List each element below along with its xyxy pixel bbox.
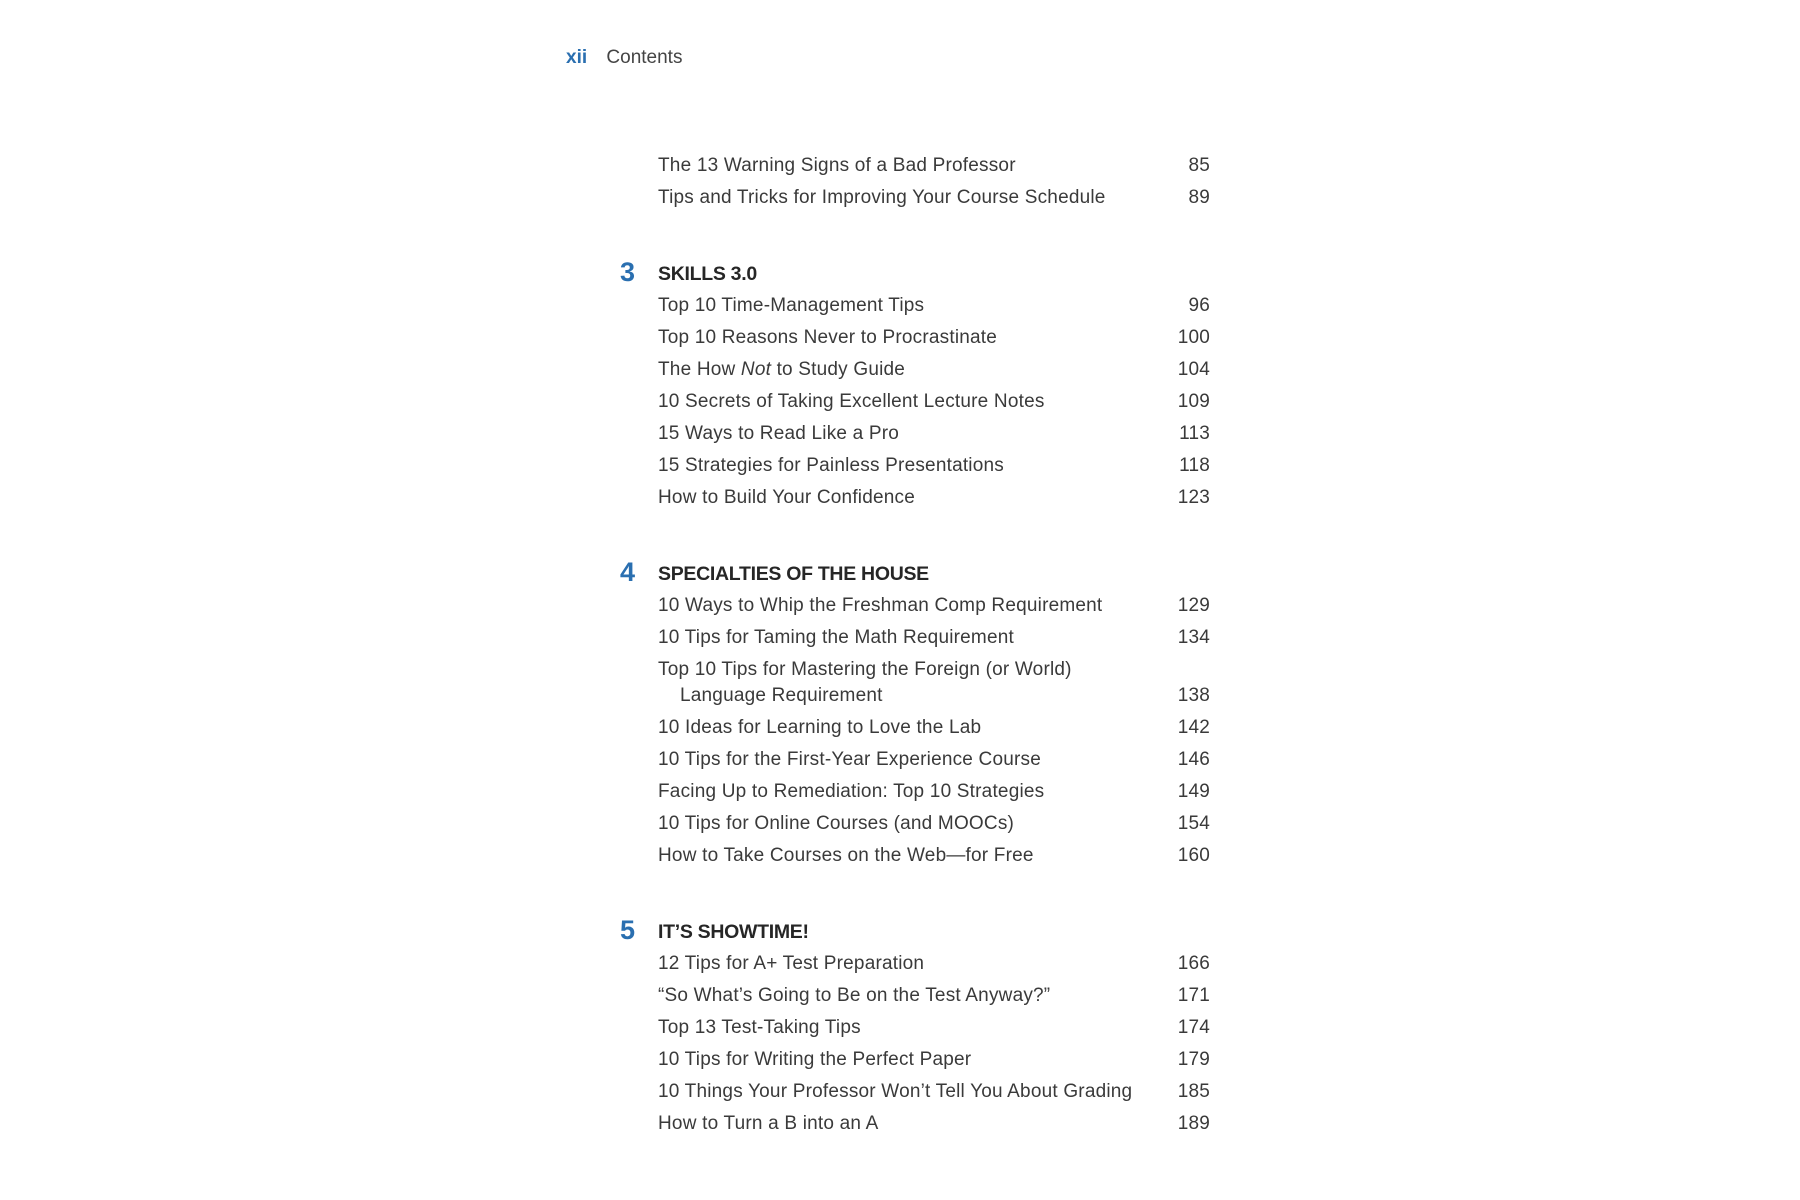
chapter-heading-5[interactable]: [620, 912, 1210, 948]
toc-entry-page: 113: [1179, 423, 1210, 444]
toc-entry-title: How to Turn a B into an A: [658, 1113, 879, 1134]
toc-entry-title: 10 Ideas for Learning to Love the Lab: [658, 717, 982, 738]
toc-entry-title: The 13 Warning Signs of a Bad Professor: [658, 155, 1016, 176]
title-line-2: Language Requirement: [680, 685, 883, 706]
toc-entry-page: 149: [1177, 781, 1210, 802]
toc-entry-page: 96: [1188, 295, 1210, 316]
toc-entry-page: 146: [1177, 749, 1210, 770]
toc-entry-title: 10 Tips for Online Courses (and MOOCs): [658, 813, 1015, 834]
toc-entry[interactable]: [620, 418, 1210, 450]
running-head: [566, 44, 682, 72]
toc-entry[interactable]: [620, 622, 1210, 654]
toc-entry-page: 85: [1188, 155, 1210, 176]
toc-entry-page: 171: [1177, 985, 1210, 1006]
toc-entry[interactable]: [620, 654, 1210, 712]
toc-entry[interactable]: [620, 450, 1210, 482]
toc-entry[interactable]: [620, 1012, 1210, 1044]
toc-entry[interactable]: [620, 182, 1210, 214]
toc-entry-title: 15 Ways to Read Like a Pro: [658, 423, 900, 444]
toc-entry-page: 104: [1177, 359, 1210, 380]
toc-entry[interactable]: [620, 386, 1210, 418]
toc-entry[interactable]: [620, 1108, 1210, 1140]
title-segment: to Study Guide: [771, 359, 906, 380]
toc-entry-page: 134: [1177, 627, 1210, 648]
toc-entry[interactable]: [620, 776, 1210, 808]
toc-entry-page: 89: [1188, 187, 1210, 208]
chapter-title: SKILLS 3.0: [658, 263, 757, 285]
toc-entry-page: 138: [1177, 685, 1210, 706]
toc-entry[interactable]: [620, 744, 1210, 776]
toc-entry[interactable]: [620, 980, 1210, 1012]
chapter-number: 4: [620, 557, 636, 587]
toc-entry-title: 10 Tips for the First-Year Experience Course: [658, 749, 1041, 770]
toc-entry-page: 142: [1177, 717, 1210, 738]
chapter-title: IT’S SHOWTIME!: [658, 921, 809, 943]
toc-entry[interactable]: [620, 482, 1210, 514]
toc-entry-page: 185: [1177, 1081, 1210, 1102]
toc-entry[interactable]: [620, 322, 1210, 354]
toc-entry-title: 10 Tips for Writing the Perfect Paper: [658, 1049, 972, 1070]
toc-entry-page: 129: [1177, 595, 1210, 616]
toc-entry-page: 174: [1177, 1017, 1210, 1038]
title-line-1: Top 10 Tips for Mastering the Foreign (or World): [658, 659, 1072, 680]
toc-entry[interactable]: [620, 290, 1210, 322]
title-emphasis: Not: [740, 359, 772, 380]
toc-entry-title: Top 13 Test-Taking Tips: [658, 1017, 861, 1038]
toc-entry-title: Tips and Tricks for Improving Your Course Schedule: [658, 187, 1106, 208]
chapter-heading-4[interactable]: [620, 554, 1210, 590]
title-segment: The How: [658, 359, 741, 380]
toc-entry-title: Facing Up to Remediation: Top 10 Strategies: [658, 781, 1045, 802]
toc-entry-page: 166: [1177, 953, 1210, 974]
chapter-title: SPECIALTIES OF THE HOUSE: [658, 563, 929, 585]
toc-entry[interactable]: [620, 354, 1210, 386]
toc-entry-title: 15 Strategies for Painless Presentations: [658, 455, 1004, 476]
toc-entry-title: How to Build Your Confidence: [658, 487, 915, 508]
toc-entry-page: 179: [1177, 1049, 1210, 1070]
table-of-contents: [620, 150, 1210, 1140]
toc-entry-title: Top 10 Reasons Never to Procrastinate: [658, 327, 998, 348]
toc-entry-page: 118: [1179, 455, 1210, 476]
toc-entry[interactable]: [620, 840, 1210, 872]
toc-entry-title: How to Take Courses on the Web—for Free: [658, 845, 1034, 866]
toc-entry-page: 109: [1177, 391, 1210, 412]
toc-entry-title: “So What’s Going to Be on the Test Anyway?”: [658, 985, 1051, 1006]
page-folio: xii: [566, 47, 588, 68]
toc-entry-page: 123: [1177, 487, 1210, 508]
toc-entry[interactable]: [620, 712, 1210, 744]
toc-entry-title: [658, 657, 1072, 709]
toc-entry-title: 12 Tips for A+ Test Preparation: [658, 953, 925, 974]
toc-entry-page: 154: [1177, 813, 1210, 834]
toc-entry-page: 100: [1177, 327, 1210, 348]
toc-entry[interactable]: [620, 1076, 1210, 1108]
toc-entry[interactable]: [620, 590, 1210, 622]
running-head-label: Contents: [606, 47, 683, 68]
toc-entry-title: Top 10 Time-Management Tips: [658, 295, 925, 316]
toc-entry-title: 10 Secrets of Taking Excellent Lecture Notes: [658, 391, 1045, 412]
toc-entry[interactable]: [620, 1044, 1210, 1076]
chapter-number: 5: [620, 915, 636, 945]
toc-entry-title: 10 Ways to Whip the Freshman Comp Requirement: [658, 595, 1103, 616]
toc-entry[interactable]: [620, 948, 1210, 980]
toc-entry-page: 160: [1177, 845, 1210, 866]
chapter-heading-3[interactable]: [620, 254, 1210, 290]
chapter-number: 3: [620, 257, 636, 287]
toc-entry-page: 189: [1177, 1113, 1210, 1134]
toc-entry[interactable]: [620, 150, 1210, 182]
toc-entry[interactable]: [620, 808, 1210, 840]
toc-entry-title: 10 Tips for Taming the Math Requirement: [658, 627, 1014, 648]
toc-entry-title: 10 Things Your Professor Won’t Tell You About Grading: [658, 1081, 1133, 1102]
toc-entry-title: [658, 354, 905, 386]
